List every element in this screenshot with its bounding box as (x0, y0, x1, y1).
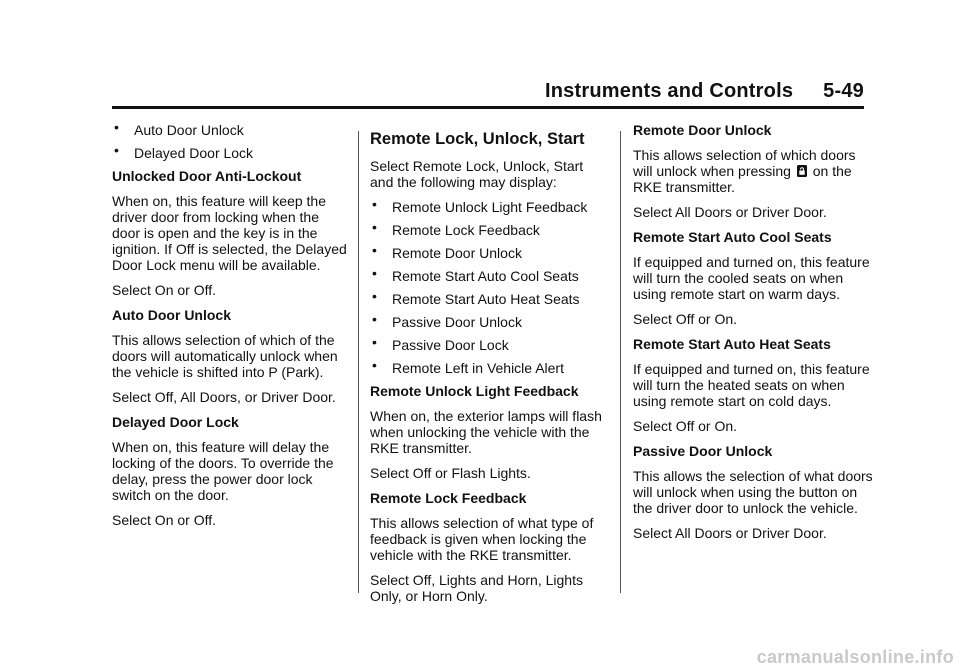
paragraph: Select Off or Flash Lights. (370, 465, 531, 481)
page-number: 5-49 (823, 80, 864, 102)
column-2 (370, 122, 610, 613)
list-item: • Remote Door Unlock (370, 245, 610, 261)
paragraph: Select Off, Lights and Horn, Lights Only, or Horn Only. (370, 572, 583, 604)
paragraph: When on, this feature will keep the driver door from locking when the door is open and the key is in the ignition. If Off is selected, the Delayed Door Lock menu will be available. (112, 193, 347, 273)
list-item: • Remote Start Auto Heat Seats (370, 291, 610, 307)
watermark: carmanualsonline.info (756, 647, 954, 667)
list-item: • Passive Door Lock (370, 337, 610, 353)
paragraph: Select On or Off. (112, 282, 217, 298)
paragraph: When on, the exterior lamps will flash when unlocking the vehicle with the RKE transmitter. (370, 408, 602, 456)
section-title: Instruments and Controls (545, 80, 794, 102)
paragraph: Select Remote Lock, Unlock, Start and the following may display: (370, 158, 584, 190)
paragraph: Select On or Off. (112, 512, 217, 528)
header-title (545, 80, 864, 103)
paragraph: If equipped and turned on, this feature will turn the heated seats on when using remote start on cold days. (633, 361, 870, 409)
paragraph: This allows selection of which of the doors will automatically unlock when the vehicle is shifted into P (Park). (112, 332, 338, 380)
subheading: Remote Lock Feedback (370, 490, 527, 506)
list-item: • Passive Door Unlock (370, 314, 610, 330)
subheading: Remote Unlock Light Feedback (370, 383, 579, 399)
column-1 (112, 122, 348, 537)
subheading: Passive Door Unlock (633, 443, 773, 459)
list-item: • Remote Lock Feedback (370, 222, 610, 238)
paragraph (633, 147, 873, 195)
list-item: • Remote Unlock Light Feedback (370, 199, 610, 215)
subheading: Remote Start Auto Heat Seats (633, 336, 831, 352)
key-fob-unlock-icon (797, 165, 807, 177)
subheading: Delayed Door Lock (112, 414, 239, 430)
list-item: • Remote Left in Vehicle Alert (370, 360, 610, 376)
list-item: • Delayed Door Lock (112, 145, 348, 161)
paragraph: Select All Doors or Driver Door. (633, 525, 827, 541)
paragraph: This allows the selection of what doors will unlock when using the button on the driver door to unlock the vehicle. (633, 468, 873, 516)
column-divider-2 (620, 131, 621, 593)
paragraph: Select Off or On. (633, 311, 738, 327)
paragraph: Select All Doors or Driver Door. (633, 204, 827, 220)
list-item: • Remote Start Auto Cool Seats (370, 268, 610, 284)
page-header (112, 80, 864, 109)
subheading: Remote Start Auto Cool Seats (633, 229, 832, 245)
paragraph-text: on the RKE transmitter. (633, 163, 852, 195)
paragraph: If equipped and turned on, this feature will turn the cooled seats on when using remote start on warm days. (633, 254, 870, 302)
paragraph: When on, this feature will delay the locking of the doors. To override the delay, press the power door lock switch on the door. (112, 439, 334, 503)
column-3 (633, 122, 873, 550)
subheading: Unlocked Door Anti-Lockout (112, 168, 302, 184)
paragraph-text: This allows selection of which doors will unlock when pressing (633, 147, 856, 179)
paragraph: Select Off or On. (633, 418, 738, 434)
paragraph: Select Off, All Doors, or Driver Door. (112, 389, 336, 405)
subheading: Auto Door Unlock (112, 307, 231, 323)
section-heading: Remote Lock, Unlock, Start (370, 130, 585, 148)
paragraph: This allows selection of what type of feedback is given when locking the vehicle with the RKE transmitter. (370, 515, 594, 563)
column-divider-1 (358, 131, 359, 593)
list-item: • Auto Door Unlock (112, 122, 348, 138)
subheading: Remote Door Unlock (633, 122, 772, 138)
